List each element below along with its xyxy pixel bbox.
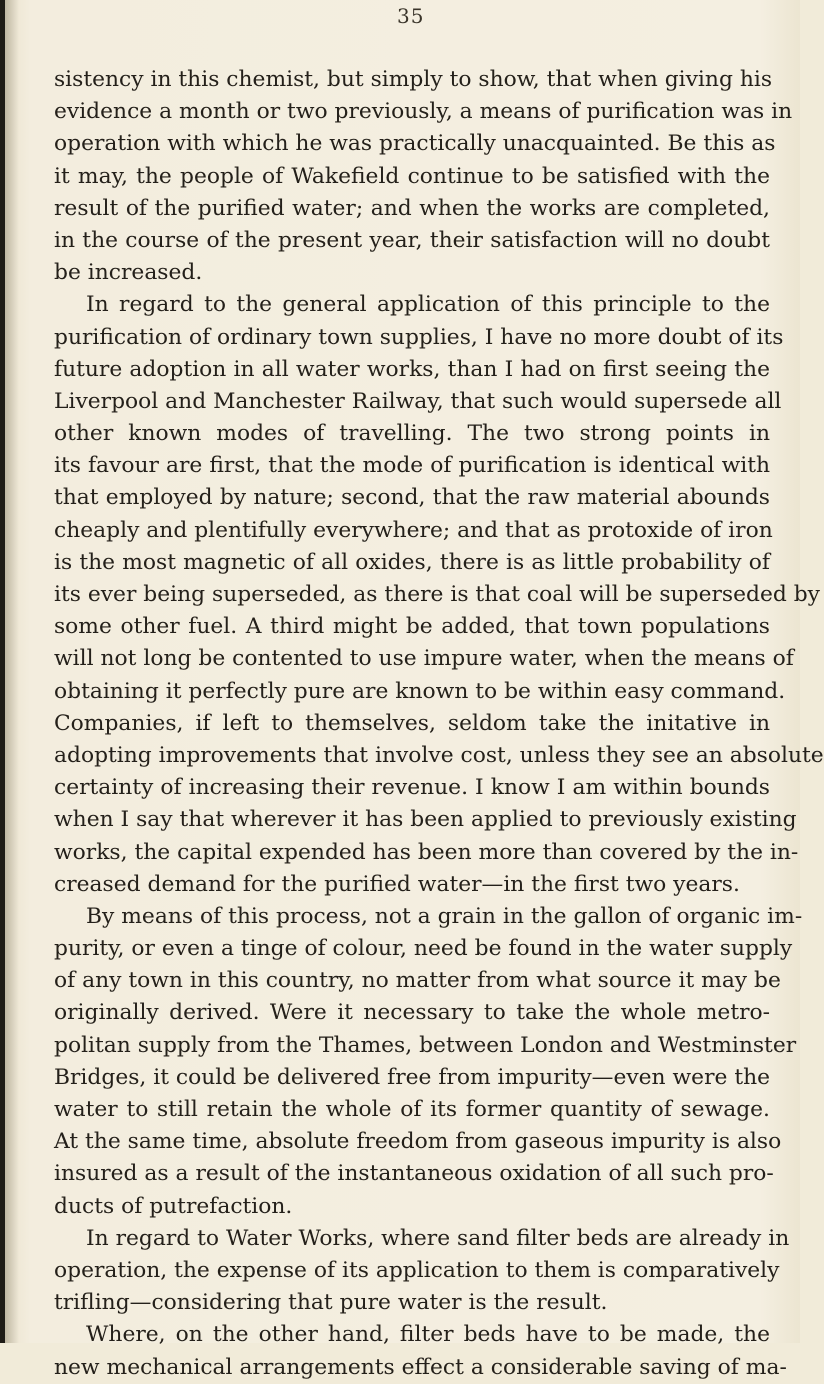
text-line: its favour are first, that the mode of purification is identical with <box>54 453 770 479</box>
text-line: will not long be contented to use impure water, when the means of <box>54 646 794 672</box>
page-number: 35 <box>397 4 425 28</box>
text-line: Liverpool and Manchester Railway, that such would supersede all <box>54 388 782 414</box>
text-line: By means of this process, not a grain in the gallon of organic im- <box>86 903 803 929</box>
gutter-shadow <box>5 0 19 1343</box>
text-line: Companies, if left to themselves, seldom take the initative in <box>54 710 770 736</box>
text-line: trifling—considering that pure water is the result. <box>54 1290 608 1316</box>
body-text <box>54 64 824 1384</box>
text-line: creased demand for the purified water—in the first two years. <box>54 871 740 897</box>
text-line: water to still retain the whole of its former quantity of sewage. <box>54 1097 770 1122</box>
text-line: ducts of putrefaction. <box>54 1193 293 1219</box>
text-line: sistency in this chemist, but simply to show, that when giving his <box>54 67 773 92</box>
text-line: certainty of increasing their revenue. I know I am within bounds <box>54 775 770 801</box>
text-line: In regard to the general application of this principle to the <box>86 292 770 318</box>
text-line: politan supply from the Thames, between London and Westminster <box>54 1032 797 1058</box>
text-line: future adoption in all water works, than I had on first seeing the <box>54 356 770 382</box>
text-line: At the same time, absolute freedom from gaseous impurity is also <box>54 1129 782 1155</box>
text-line: its ever being superseded, as there is that coal will be superseded by <box>54 582 820 607</box>
text-line: operation with which he was practically unacquainted. Be this as <box>54 131 776 157</box>
text-line: when I say that wherever it has been applied to previously existing <box>54 807 797 833</box>
text-line: purification of ordinary town supplies, I have no more doubt of its <box>54 324 784 350</box>
text-line: new mechanical arrangements effect a considerable saving of ma- <box>54 1354 787 1380</box>
text-line: some other fuel. A third might be added, that town populations <box>54 614 770 640</box>
text-line: insured as a result of the instantaneous oxidation of all such pro- <box>54 1161 774 1187</box>
text-line: In regard to Water Works, where sand filter beds are already in <box>86 1225 790 1251</box>
text-line: in the course of the present year, their satisfaction will no doubt <box>54 227 770 253</box>
text-line: that employed by nature; second, that the raw material abounds <box>54 485 770 511</box>
text-line: purity, or even a tinge of colour, need be found in the water supply <box>54 936 793 962</box>
text-line: works, the capital expended has been more than covered by the in- <box>54 839 799 865</box>
text-line: other known modes of travelling. The two strong points in <box>54 421 770 447</box>
text-line: adopting improvements that involve cost, unless they see an absolute <box>54 742 824 768</box>
text-line: operation, the expense of its application to them is comparatively <box>54 1257 780 1283</box>
text-line: Bridges, it could be delivered free from impurity—even were the <box>54 1064 771 1090</box>
text-line: be increased. <box>54 260 203 286</box>
text-line: Where, on the other hand, filter beds have to be made, the <box>86 1322 770 1348</box>
text-line: result of the purified water; and when the works are completed, <box>54 195 770 221</box>
text-line: obtaining it perfectly pure are known to be within easy command. <box>54 678 786 704</box>
text-line: cheaply and plentifully everywhere; and that as protoxide of iron <box>54 517 773 543</box>
text-line: originally derived. Were it necessary to take the whole metro- <box>54 1000 770 1026</box>
text-line: is the most magnetic of all oxides, there is as little probability of <box>54 549 770 575</box>
text-line: evidence a month or two previously, a means of purification was in <box>54 99 793 125</box>
text-line: of any town in this country, no matter from what source it may be <box>54 968 781 994</box>
text-line: it may, the people of Wakefield continue to be satisfied with the <box>54 163 770 189</box>
